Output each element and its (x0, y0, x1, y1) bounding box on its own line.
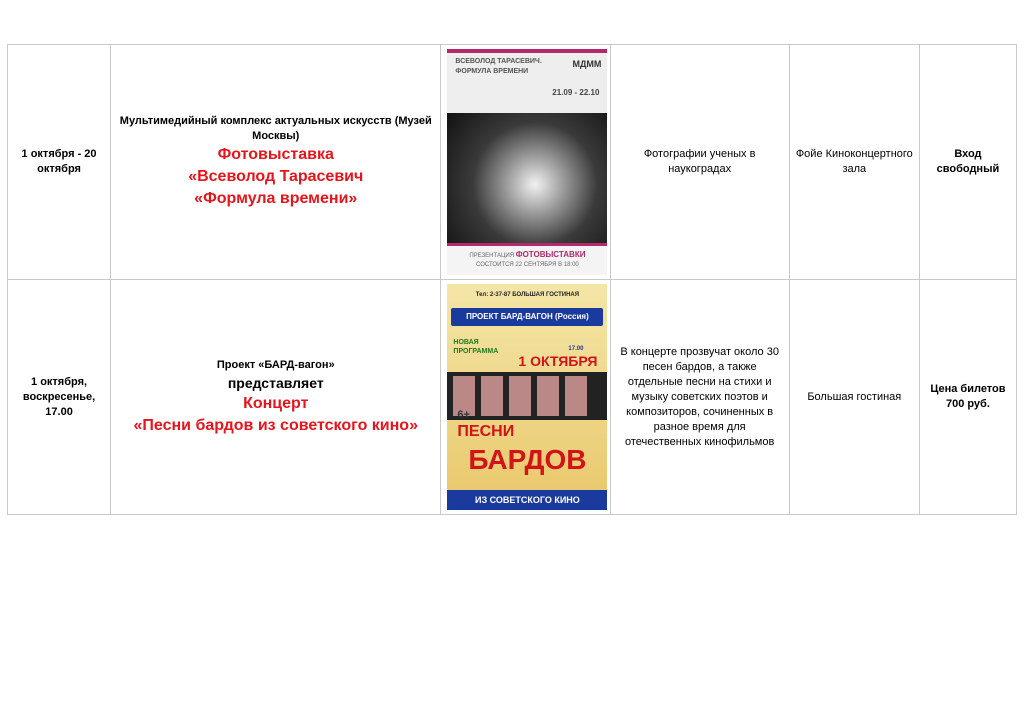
poster-footer-label: ПРЕЗЕНТАЦИЯ (469, 253, 515, 259)
exhibition-poster (447, 49, 607, 275)
poster-project: ПРОЕКТ БАРД-ВАГОН (Россия) (451, 308, 603, 326)
poster-footer-note: СОСТОИТСЯ 22 СЕНТЯБРЯ В 18:00 (476, 262, 579, 268)
concert-poster (447, 284, 607, 510)
museum-logo: МДММ (572, 59, 602, 69)
poster-top-line: Тел: 2-37-87 БОЛЬШАЯ ГОСТИНАЯ (475, 292, 580, 298)
event-poster-cell (441, 280, 610, 515)
event-place: Большая гостиная (789, 280, 919, 515)
event-description: Фотографии ученых в наукоградах (610, 45, 789, 280)
age-rating: 6+ (457, 409, 470, 421)
poster-time: 17.00 (568, 346, 584, 352)
film-frame (565, 376, 587, 416)
events-table (7, 44, 1017, 515)
poster-date: 1 ОКТЯБРЯ (518, 353, 598, 369)
event-title-line: Концерт (243, 394, 309, 412)
poster-dates: 21.09 - 22.10 (552, 88, 600, 97)
event-presents: представляет (227, 374, 324, 391)
event-price: Вход свободный (919, 45, 1016, 280)
table-row (8, 280, 1017, 515)
event-title-cell (111, 280, 441, 515)
event-title-line: «Формула времени» (194, 190, 358, 207)
poster-heading: ВСЕВОЛОД ТАРАСЕВИЧ. ФОРМУЛА ВРЕМЕНИ (455, 58, 542, 75)
event-title-line: «Всеволод Тарасевич (188, 168, 364, 185)
event-date: 1 октября - 20 октября (8, 45, 111, 280)
poster-accent-band (447, 49, 607, 53)
event-venue: Мультимедийный комплекс актуальных искусств (Музей Москвы) (119, 115, 432, 142)
event-place: Фойе Киноконцертного зала (789, 45, 919, 280)
poster-new-program: НОВАЯ ПРОГРАММА (453, 339, 499, 355)
event-title-cell (111, 45, 441, 280)
event-project: Проект «БАРД-вагон» (216, 358, 335, 371)
poster-photo (447, 113, 607, 243)
event-description: В концерте прозвучат около 30 песен бардов, а также отдельные песни на стихи и музыку советских поэтов и композиторов, сочиненных в разное время для отечественных кинофильмов (610, 280, 789, 515)
event-date: 1 октября, воскресенье, 17.00 (8, 280, 111, 515)
poster-bardov: БАРДОВ (468, 444, 587, 475)
event-price: Цена билетов 700 руб. (919, 280, 1016, 515)
poster-pesni: ПЕСНИ (457, 423, 515, 440)
poster-footer (447, 246, 607, 275)
event-title-line: «Песни бардов из советского кино» (133, 416, 418, 434)
film-strip (447, 372, 607, 420)
poster-kino: ИЗ СОВЕТСКОГО КИНО (447, 490, 607, 510)
film-frame (537, 376, 559, 416)
table-row (8, 45, 1017, 280)
event-title-line: Фотовыставка (217, 146, 334, 163)
film-frame (509, 376, 531, 416)
event-poster-cell (441, 45, 610, 280)
poster-footer-accent: ФОТОВЫСТАВКИ (515, 250, 586, 259)
film-frame (481, 376, 503, 416)
